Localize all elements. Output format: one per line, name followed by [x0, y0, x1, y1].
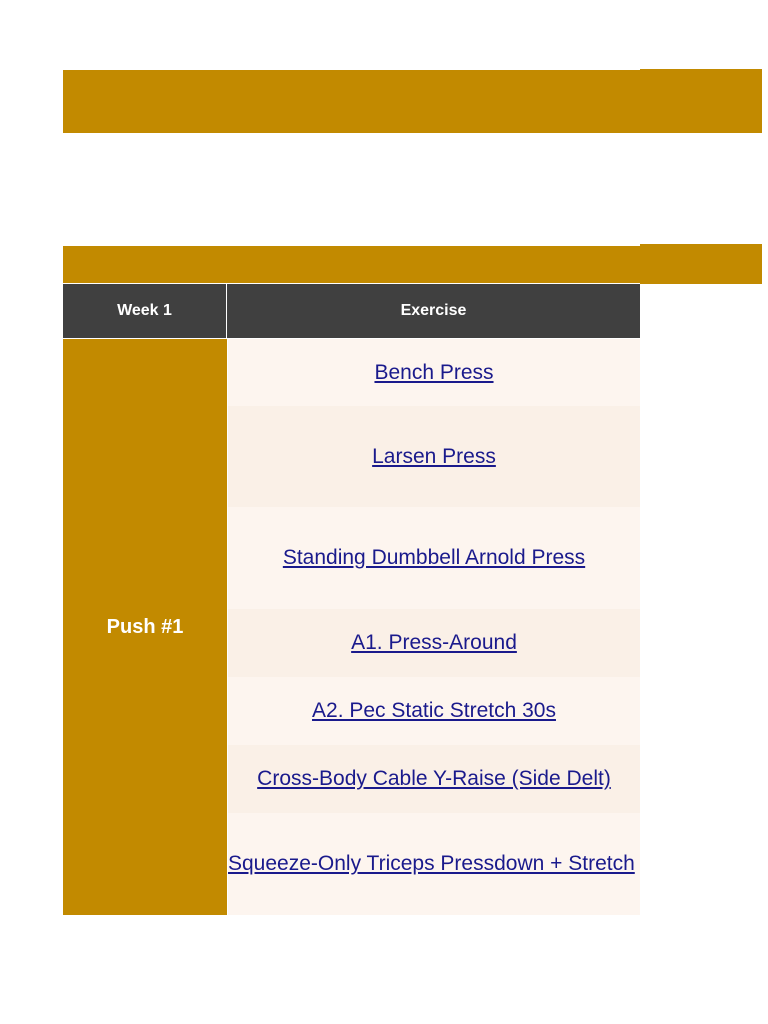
exercise-list — [228, 339, 640, 915]
exercise-row — [228, 609, 640, 677]
exercise-link-press-around[interactable]: A1. Press-Around — [351, 631, 517, 654]
exercise-link-larsen-press[interactable]: Larsen Press — [372, 444, 496, 468]
title-band — [63, 70, 640, 133]
section-band-extension — [640, 244, 762, 284]
exercise-link-triceps-pressdown[interactable]: Squeeze-Only Triceps Pressdown + Stretch — [228, 852, 635, 875]
exercise-row — [228, 339, 640, 406]
week-header: Week 1 — [63, 284, 227, 338]
day-label-cell — [63, 339, 227, 915]
table-header-row — [63, 284, 640, 338]
day-label: Push #1 — [106, 615, 184, 638]
exercise-row — [228, 813, 640, 915]
exercise-link-arnold-press[interactable]: Standing Dumbbell Arnold Press — [282, 546, 586, 569]
exercise-row — [228, 507, 640, 609]
exercise-row — [228, 406, 640, 507]
title-band-extension — [640, 69, 762, 133]
exercise-row — [228, 677, 640, 745]
exercise-link-pec-stretch[interactable]: A2. Pec Static Stretch 30s — [312, 699, 556, 722]
exercise-header: Exercise — [400, 302, 467, 319]
exercise-link-bench-press[interactable]: Bench Press — [374, 360, 494, 384]
section-band — [63, 246, 640, 283]
exercise-link-cable-y-raise[interactable]: Cross-Body Cable Y-Raise (Side Delt) — [257, 767, 611, 790]
exercise-row — [228, 745, 640, 813]
